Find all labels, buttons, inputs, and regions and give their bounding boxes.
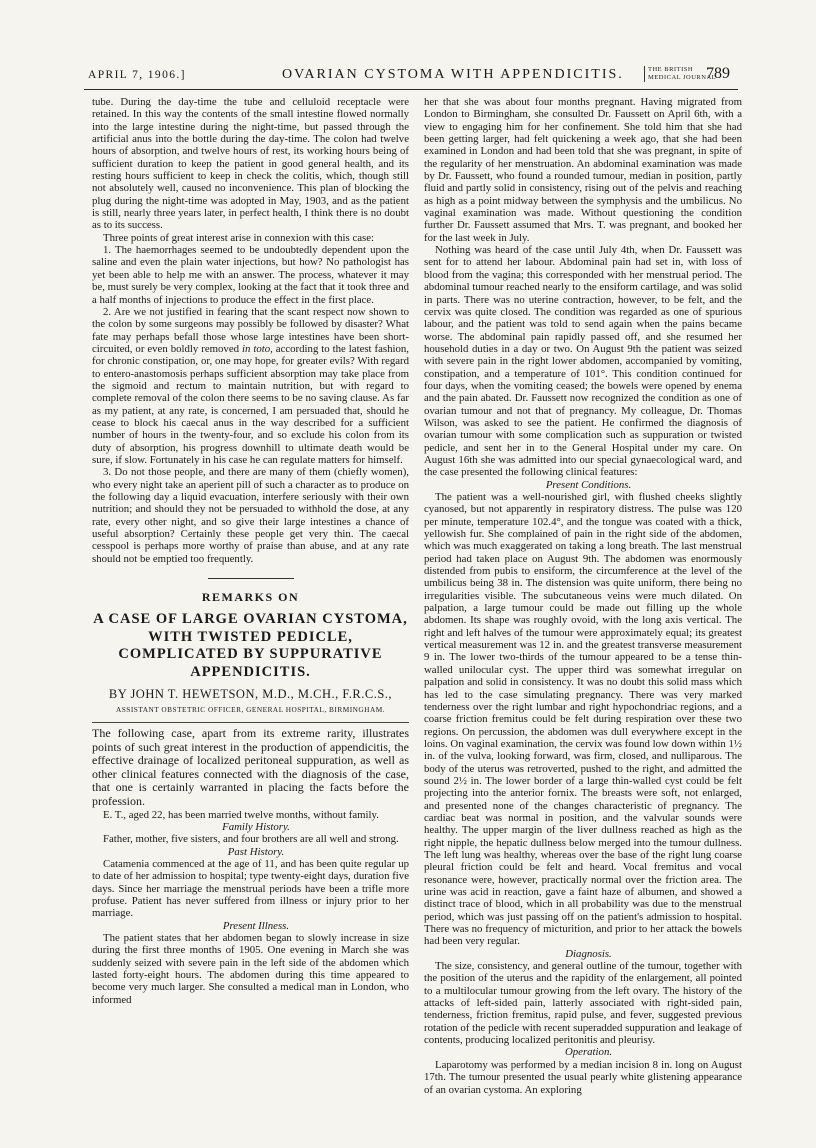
paragraph	[92, 306, 409, 466]
article-rule	[92, 722, 409, 723]
paragraph: The patient states that her abdomen began to slowly increase in size during the first three months of 1905. One evening in March she was suddenly seized with severe pain in the left side of the abdomen which lasted forty-eight hours. The abdomen during this time appeared to become very much larger. She consulted a medical man in London, who informed	[92, 932, 409, 1006]
article-kicker: REMARKS ON	[201, 590, 300, 605]
article-author: BY JOHN T. HEWETSON, M.D., M.CH., F.R.C.S.,	[108, 687, 393, 702]
journal-name-line1: THE BRITISH	[648, 66, 694, 73]
paragraph: The size, consistency, and general outline of the tumour, together with the position of the uterus and the rapidity of the enlargement, all pointed to a multilocular tumour growing from the left ovary. The history of the attacks of left-sided pain, latterly associated with right-sided pain, tenderness, friction fremitus, rapid pulse, and fever, suggested previous rotation of the pedicle with recent superadded suppuration and leakage of contents, producing localized peritonitis and pleurisy.	[424, 960, 742, 1047]
section-heading: Family History.	[222, 821, 290, 833]
section-heading: Present Illness.	[222, 919, 290, 932]
paragraph: her that she was about four months pregnant. Having migrated from London to Birmingham, she consulted Dr. Faussett on April 6th, with a view to engaging him for her confinement. She told him that she had been getting larger, had felt quickening a week ago, that she had been examined in London and had been told that she was pregnant, in spite of the regularity of her menstruation. An abdominal examination was made by Dr. Faussett, who found a rounded tumour, median in position, partly fluid and partly solid in consistency, rising out of the pelvis and reaching as high as a point midway between the symphysis and the umbilicus. No vaginal examination was made. Without questioning the condition further Dr. Faussett assumed that Mrs. T. was pregnant, and booked her for the last week in July.	[424, 96, 742, 244]
paragraph: Father, mother, five sisters, and four brothers are all well and strong.	[103, 833, 399, 846]
text-run: 2. Are we not justified in fearing that the scant respect now shown to the colon by some surgeons may possibly be followed by disaster? What fate may perhaps befall those whose large intestines have been short-circuited, or even boldly removed	[92, 305, 409, 355]
paragraph: 3. Do not those people, and there are many of them (chiefly women), who every night take an aperient pill of such a character as to produce on the following day a liquid evacuation, interfere seriously with their own nutrition; and should they not be persuaded to withhold the dose, at any rate, every other night, and so give their large intestines a chance of useful absorption? Certainly these people get very thin. The caecal cesspool is perhaps more worthy of praise than abuse, and at any rate should not be emptied too frequently.	[92, 466, 409, 565]
journal-name-line2: MEDICAL JOURNAL	[648, 74, 717, 81]
paragraph: The patient was a well-nourished girl, with flushed cheeks slightly cyanosed, but not apparently in respiratory distress. The pulse was 120 per minute, temperature 102.4°, and the tongue was coated with a thick, yellowish fur. She complained of pain in the right side of the abdomen, which was much exaggerated on taking a long breath. The last menstrual period had taken place on August 9th. The abdomen was enormously distended from pubis to ensiform, the circumference at the level of the umbilicus being 38 in. The distension was quite uniform, there being no irregularities visible. The subcutaneous veins were much dilated. On palpation, a large tumour could be made out filling up the whole abdomen. Its shape was roughly ovoid, with the long axis vertical. The right and left halves of the tumour were approximately equal; its greatest vertical measurement was 12 in. and the greatest transverse measurement 9 in. The lower two-thirds of the tumour appeared to be a tense thin-walled unilocular cyst. The upper third was somewhat irregular on palpation and solid in consistency. It was no doubt this solid mass which has led to the case simulating pregnancy. There was very marked tenderness over the right lumbar and right hypochondriac regions, and a coarse friction fremitus could be felt during respiration over these two regions. On percussion, the abdomen was dull everywhere except in the loins. On vaginal examination, the cervix was found low down within 1½ in. of the vulva, looking forward, was firm, closed, and nulliparous. The body of the uterus was retroverted, pushed to the right, and admitted the sound 2½ in. The lower border of a large thin-walled cyst could be felt projecting into the anterior fornix. The breasts were soft, not enlarged, and presented none of the changes characteristic of pregnancy. The cardiac beat was normal in position, and the valvular sounds were healthy. The upper margin of the liver dullness reached as high as the right nipple, the hepatic dullness below merged into the tumour dullness. The left lung was healthy, whereas over the base of the right lung coarse pleural friction could be felt and heard. Vocal fremitus and vocal resonance were, however, practically normal over the friction area. The urine was acid in reaction, gave a faint haze of albumen, and showed a distinct trace of blood, which in all probability was due to the menstrual period, which was just passing off on the patient's admission to hospital. There was no frequency of micturition, and prior to her attack the bowels had been very regular.	[424, 491, 742, 948]
section-divider	[208, 578, 294, 579]
issue-date: APRIL 7, 1906.]	[88, 69, 186, 81]
header-rule	[84, 89, 738, 90]
right-column	[424, 96, 742, 1096]
section-heading: Diagnosis.	[565, 947, 612, 960]
text-run: , according to the latest fashion, for chronic constipation, or, one may hope, for greater evils? With regard to entero-anastomosis perhaps sufficient absorption may take place from the sigmoid and rectum to maintain nutrition, but with regard to complete removal of the colon there seems to be no saving clause. As far as my patient, at any rate, is concerned, I am persuaded that, should he cease to block his caecal anus in the way described for a sufficient number of hours in the twenty-four, and so exclude his colon from its duty of absorption, his progress downhill to ultimate death would be sure, if slow. Fortunately in his case he can regulate matters for himself.	[92, 342, 409, 466]
paragraph: Catamenia commenced at the age of 11, and has been quite regular up to date of her admission to hospital; type twenty-eight days, duration five days. Since her marriage the menstrual periods have been a trifle more profuse. Patient has never suffered from illness or injury prior to her marriage.	[92, 858, 409, 920]
paragraph: tube. During the day-time the tube and celluloid receptacle were retained. In this way the contents of the small intestine flowed normally into the large intestine during the night-time, but passed through the artificial anus into the bottle during the day-time. The colon had twelve hours of absorption, and twelve hours of rest, its working hours being of sufficient duration to keep the patient in good general health, and its resting hours sufficient to keep in check the colitis, which, though still not absolutely well, caused no inconvenience. This plan of blocking the plug during the night-time was adopted in May, 1903, and as the patient is still, nearly three years later, in perfect health, I think there is no doubt as to its success.	[92, 96, 409, 232]
article-title: A CASE OF LARGE OVARIAN CYSTOMA, WITH TWISTED PEDICLE, COMPLICATED BY SUPPURATIVE APPENDICITIS.	[93, 611, 408, 680]
paragraph: Three points of great interest arise in connexion with this case:	[103, 231, 375, 244]
paragraph: E. T., aged 22, has been married twelve months, without family.	[103, 808, 379, 821]
left-column	[92, 96, 409, 1006]
running-title: OVARIAN CYSTOMA WITH APPENDICITIS.	[282, 67, 624, 82]
page-header	[84, 63, 738, 91]
author-affiliation: ASSISTANT OBSTETRIC OFFICER, GENERAL HOSPITAL, BIRMINGHAM.	[115, 704, 386, 714]
page-number: 789	[706, 65, 730, 82]
paragraph: 1. The haemorrhages seemed to be undoubtedly dependent upon the saline and even the plain water injections, but how? No pathologist has yet been able to help me with an answer. The process, whatever it may be, must surely be very complex, looking at the fact that it took three and a half months of injections to produce the effect in the first place.	[92, 244, 409, 306]
section-heading: Operation.	[564, 1046, 613, 1059]
section-heading: Past History.	[227, 845, 285, 858]
italic-phrase: in toto	[241, 342, 271, 355]
section-heading: Present Conditions.	[545, 478, 632, 491]
article-intro: The following case, apart from its extreme rarity, illustrates points of such great interest in the production of appendicitis, the effective drainage of localized peritoneal suppuration, as well as other clinical features connected with the diagnosis of the case, that one is certainly warranted in placing the facts before the profession.	[92, 726, 409, 809]
paragraph: Nothing was heard of the case until July 4th, when Dr. Faussett was sent for to attend her labour. Abdominal pain had set in, with loss of blood from the vagina; this corresponded with her menstrual period. The abdominal tumour reached nearly to the ensiform cartilage, and was solid in parts. There was no uterine contraction, however, to be felt, and the cervix was quite closed. The condition was regarded as one of spurious labour, and the patient was told to send again when the pains became worse. The abdominal pain rapidly passed off, and she resumed her household duties in a day or two. On August 9th the patient was seized with severe pain in the right lower abdomen, accompanied by vomiting, constipation, and a temperature of 101°. This condition continued for four days, when the vomiting ceased; the bowels were opened by enema and the pain abated. Dr. Faussett now recognized the condition as one of ovarian tumour and not that of pregnancy. My colleague, Dr. Thomas Wilson, was asked to see the patient. He confirmed the diagnosis of ovarian tumour with some complication such as suppuration or twisted pedicle, and sent her in to the General Hospital under my care. On August 16th she was admitted into our special gynaecological ward, and the case presented the following clinical features:	[424, 244, 742, 479]
paragraph: Laparotomy was performed by a median incision 8 in. long on August 17th. The tumour presented the usual pearly white glistening appearance of an ovarian cystoma. An exploring	[424, 1058, 742, 1096]
